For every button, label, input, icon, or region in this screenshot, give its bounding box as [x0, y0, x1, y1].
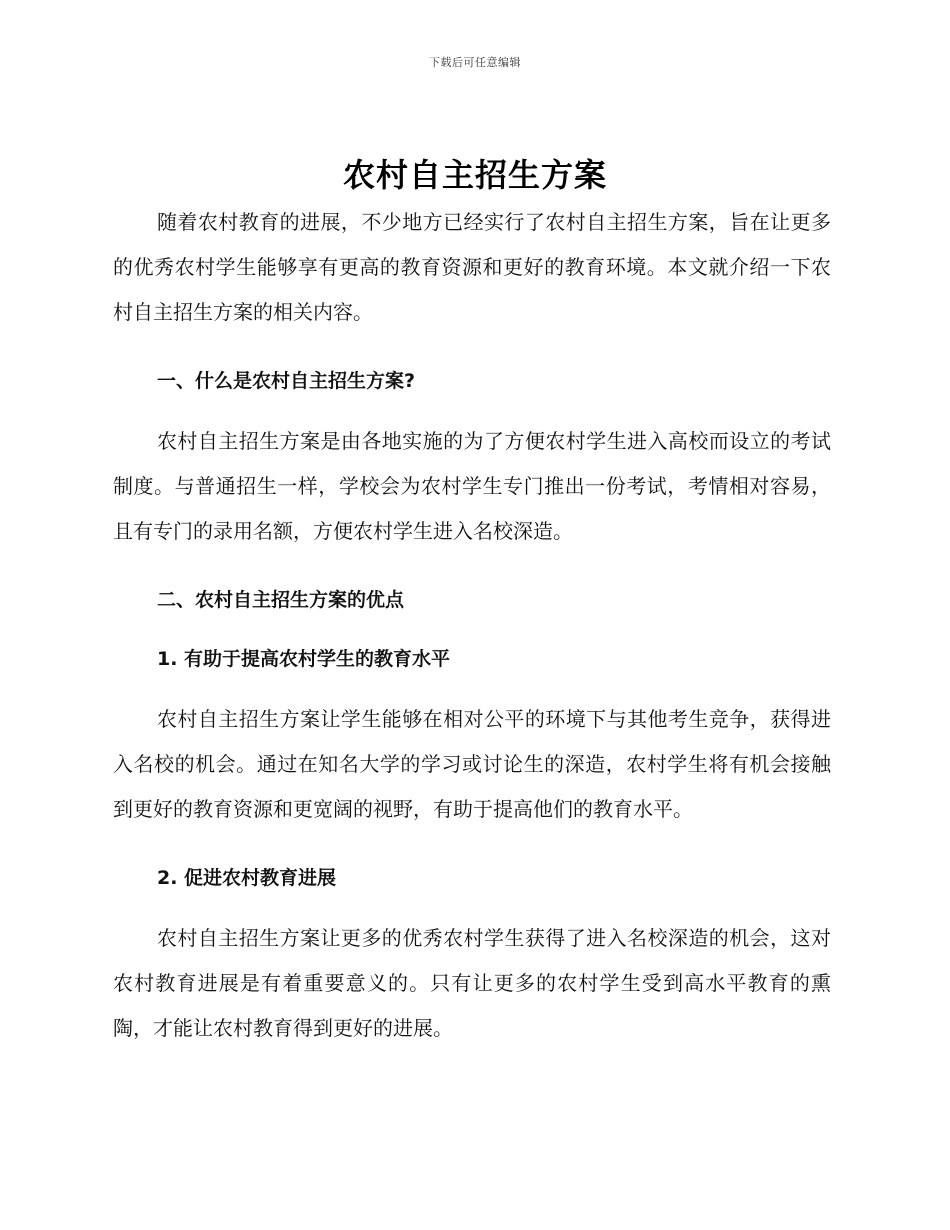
intro-paragraph: 随着农村教育的进展，不少地方已经实行了农村自主招生方案，旨在让更多的优秀农村学生能够享有更高的教育资源和更好的教育环境。本文就介绍一下农村自主招生方案的相关内容。: [113, 210, 831, 324]
point-2-heading: 2. 促进农村教育进展: [157, 867, 337, 889]
section-1-heading: 一、什么是农村自主招生方案?: [157, 370, 416, 392]
document-title: 农村自主招生方案: [342, 156, 607, 194]
section-2-heading: 二、农村自主招生方案的优点: [157, 589, 405, 611]
document-body: [113, 200, 831, 1051]
header-note: 下载后可任意编辑: [429, 56, 521, 69]
section-1-paragraph: 农村自主招生方案是由各地实施的为了方便农村学生进入高校而设立的考试制度。与普通招生一样，学校会为农村学生专门推出一份考试，考情相对容易，且有专门的录用名额，方便农村学生进入名校深造。: [113, 429, 831, 543]
point-1-paragraph: 农村自主招生方案让学生能够在相对公平的环境下与其他考生竞争，获得进入名校的机会。通过在知名大学的学习或讨论生的深造，农村学生将有机会接触到更好的教育资源和更宽阔的视野，有助于提高他们的教育水平。: [113, 707, 831, 821]
point-1-heading: 1. 有助于提高农村学生的教育水平: [157, 648, 451, 670]
point-2-paragraph: 农村自主招生方案让更多的优秀农村学生获得了进入名校深造的机会，这对农村教育进展是有着重要意义的。只有让更多的农村学生受到高水平教育的熏陶，才能让农村教育得到更好的进展。: [113, 926, 831, 1040]
